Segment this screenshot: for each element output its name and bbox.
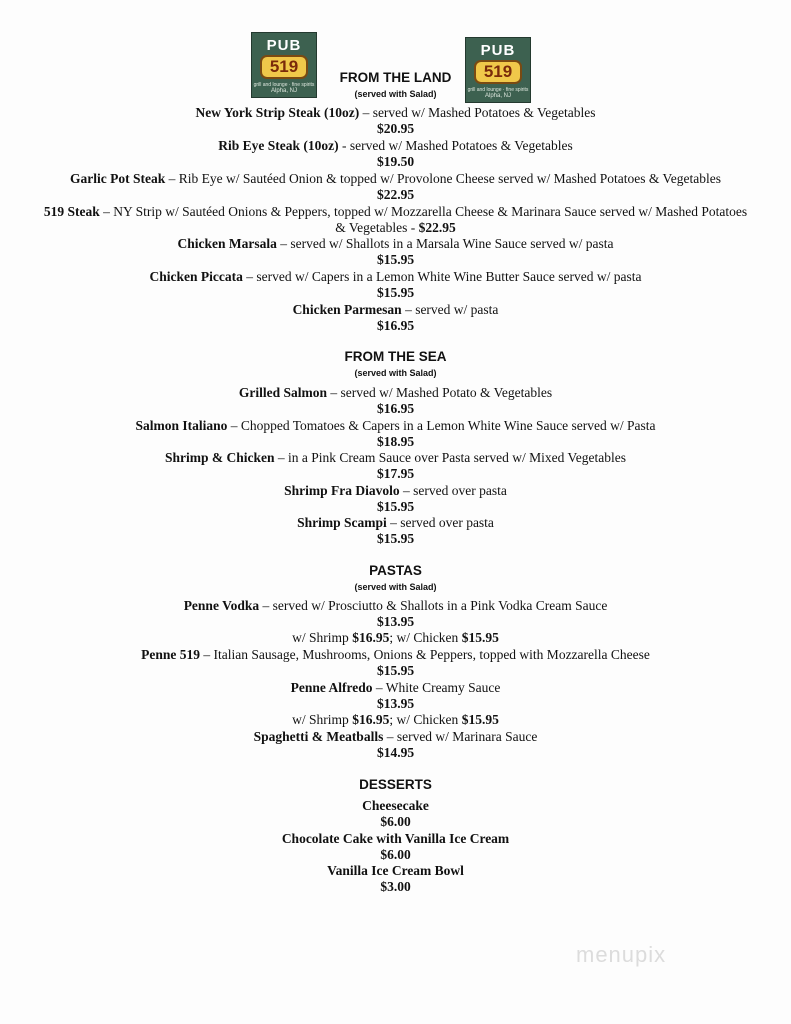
logo-pub-text: PUB	[480, 42, 516, 59]
item-name: Chicken Marsala	[177, 236, 277, 251]
item-desc: – NY Strip w/ Sautéed Onions & Peppers, topped w/ Mozzarella Cheese & Marinara Sauce served w/ Mashed Potatoes	[99, 204, 748, 219]
menu-item	[0, 483, 791, 499]
item-name: Grilled Salmon	[238, 385, 328, 400]
addon-shrimp-label: w/ Shrimp	[292, 712, 353, 727]
item-name: Chocolate Cake with Vanilla Ice Cream	[281, 831, 510, 846]
menu-item	[0, 204, 791, 220]
addon-chicken-price: $15.95	[461, 712, 499, 727]
watermark: menupix	[576, 942, 667, 967]
item-price: $15.95	[376, 531, 415, 546]
item-price: $17.95	[376, 466, 415, 481]
section-title-land: FROM THE LAND	[339, 70, 452, 85]
item-name: New York Strip Steak (10oz)	[195, 105, 360, 120]
logo-pub-text: PUB	[266, 37, 302, 54]
addon-shrimp-price: $16.95	[352, 712, 390, 727]
logo-tagline: grill and lounge · fine spirits	[467, 87, 529, 93]
section-title-sea: FROM THE SEA	[344, 349, 447, 364]
menu-item-continued	[0, 220, 791, 236]
item-desc: – White Creamy Sauce	[372, 680, 501, 695]
menu-item	[0, 515, 791, 531]
item-name: Shrimp Fra Diavolo	[284, 483, 400, 498]
item-name: Shrimp & Chicken	[165, 450, 275, 465]
item-desc: – served w/ Mashed Potato & Vegetables	[327, 385, 553, 400]
menu-item	[0, 302, 791, 318]
logo-location: Alpha, NJ	[270, 88, 297, 94]
menu-item	[0, 729, 791, 745]
item-desc: – served w/ pasta	[401, 302, 499, 317]
addon-shrimp-price: $16.95	[352, 630, 390, 645]
menu-item	[0, 385, 791, 401]
item-name: Spaghetti & Meatballs	[253, 729, 384, 744]
section-subtitle-sea: (served with Salad)	[354, 368, 437, 378]
item-name: Penne Vodka	[183, 598, 260, 613]
menu-item	[0, 236, 791, 252]
section-title-pastas: PASTAS	[369, 563, 422, 578]
section-subtitle-pastas: (served with Salad)	[354, 582, 437, 592]
item-addon-prices	[0, 630, 791, 646]
item-price: $16.95	[376, 401, 415, 416]
item-price: $19.50	[376, 154, 415, 169]
item-price: $6.00	[380, 814, 411, 829]
item-desc: – served over pasta	[399, 483, 507, 498]
item-desc-cont: & Vegetables -	[335, 220, 419, 235]
item-addon-prices	[0, 712, 791, 728]
item-desc: – served w/ Marinara Sauce	[383, 729, 538, 744]
section-subtitle-land: (served with Salad)	[354, 89, 437, 99]
item-price: $14.95	[376, 745, 415, 760]
logo-tagline: grill and lounge · fine spirits	[253, 82, 315, 88]
item-price: $22.95	[376, 187, 415, 202]
item-name: Chicken Piccata	[149, 269, 243, 284]
item-desc: – served w/ Prosciutto & Shallots in a Pink Vodka Cream Sauce	[259, 598, 608, 613]
item-name: Rib Eye Steak (10oz)	[218, 138, 339, 153]
section-title-desserts: DESSERTS	[359, 777, 432, 792]
logo-location: Alpha, NJ	[484, 93, 511, 99]
item-price: $3.00	[380, 879, 411, 894]
menu-item	[0, 269, 791, 285]
item-desc: – served w/ Mashed Potatoes & Vegetables	[359, 105, 596, 120]
menu-item	[0, 105, 791, 121]
item-desc: – in a Pink Cream Sauce over Pasta served w/ Mixed Vegetables	[274, 450, 626, 465]
menu-item	[0, 647, 791, 663]
item-price: $22.95	[418, 220, 456, 235]
addon-chicken-label: ; w/ Chicken	[389, 712, 462, 727]
logo-number: 519	[474, 60, 522, 84]
item-desc: – Italian Sausage, Mushrooms, Onions & Peppers, topped with Mozzarella Cheese	[199, 647, 650, 662]
item-name: Salmon Italiano	[135, 418, 228, 433]
addon-shrimp-label: w/ Shrimp	[292, 630, 353, 645]
menu-item	[0, 418, 791, 434]
item-name: Cheesecake	[362, 798, 429, 813]
item-price: $13.95	[376, 614, 415, 629]
item-price: $18.95	[376, 434, 415, 449]
menu-item	[0, 598, 791, 614]
item-desc: – Rib Eye w/ Sautéed Onion & topped w/ Provolone Cheese served w/ Mashed Potatoes & Vegetables	[165, 171, 721, 186]
menu-item	[0, 171, 791, 187]
item-price: $15.95	[376, 285, 415, 300]
item-price: $15.95	[376, 499, 415, 514]
item-price: $13.95	[376, 696, 415, 711]
item-price: $15.95	[376, 252, 415, 267]
item-name: Vanilla Ice Cream Bowl	[327, 863, 464, 878]
item-name: Penne Alfredo	[290, 680, 373, 695]
menu-item	[0, 680, 791, 696]
item-price: $15.95	[376, 663, 415, 678]
item-price: $16.95	[376, 318, 415, 333]
item-desc: – served w/ Capers in a Lemon White Wine Butter Sauce served w/ pasta	[242, 269, 642, 284]
item-desc: – Chopped Tomatoes & Capers in a Lemon White Wine Sauce served w/ Pasta	[227, 418, 656, 433]
item-name: Chicken Parmesan	[292, 302, 402, 317]
item-desc: – served w/ Shallots in a Marsala Wine Sauce served w/ pasta	[276, 236, 614, 251]
menu-item	[0, 450, 791, 466]
addon-chicken-label: ; w/ Chicken	[389, 630, 462, 645]
item-name: Garlic Pot Steak	[69, 171, 166, 186]
item-name: Penne 519	[141, 647, 200, 662]
item-name: Shrimp Scampi	[297, 515, 387, 530]
item-name: 519 Steak	[43, 204, 100, 219]
logo-number: 519	[260, 55, 308, 79]
item-desc: - served w/ Mashed Potatoes & Vegetables	[338, 138, 573, 153]
item-price: $6.00	[380, 847, 411, 862]
menu-item	[0, 138, 791, 154]
addon-chicken-price: $15.95	[461, 630, 499, 645]
item-price: $20.95	[376, 121, 415, 136]
item-desc: – served over pasta	[386, 515, 494, 530]
